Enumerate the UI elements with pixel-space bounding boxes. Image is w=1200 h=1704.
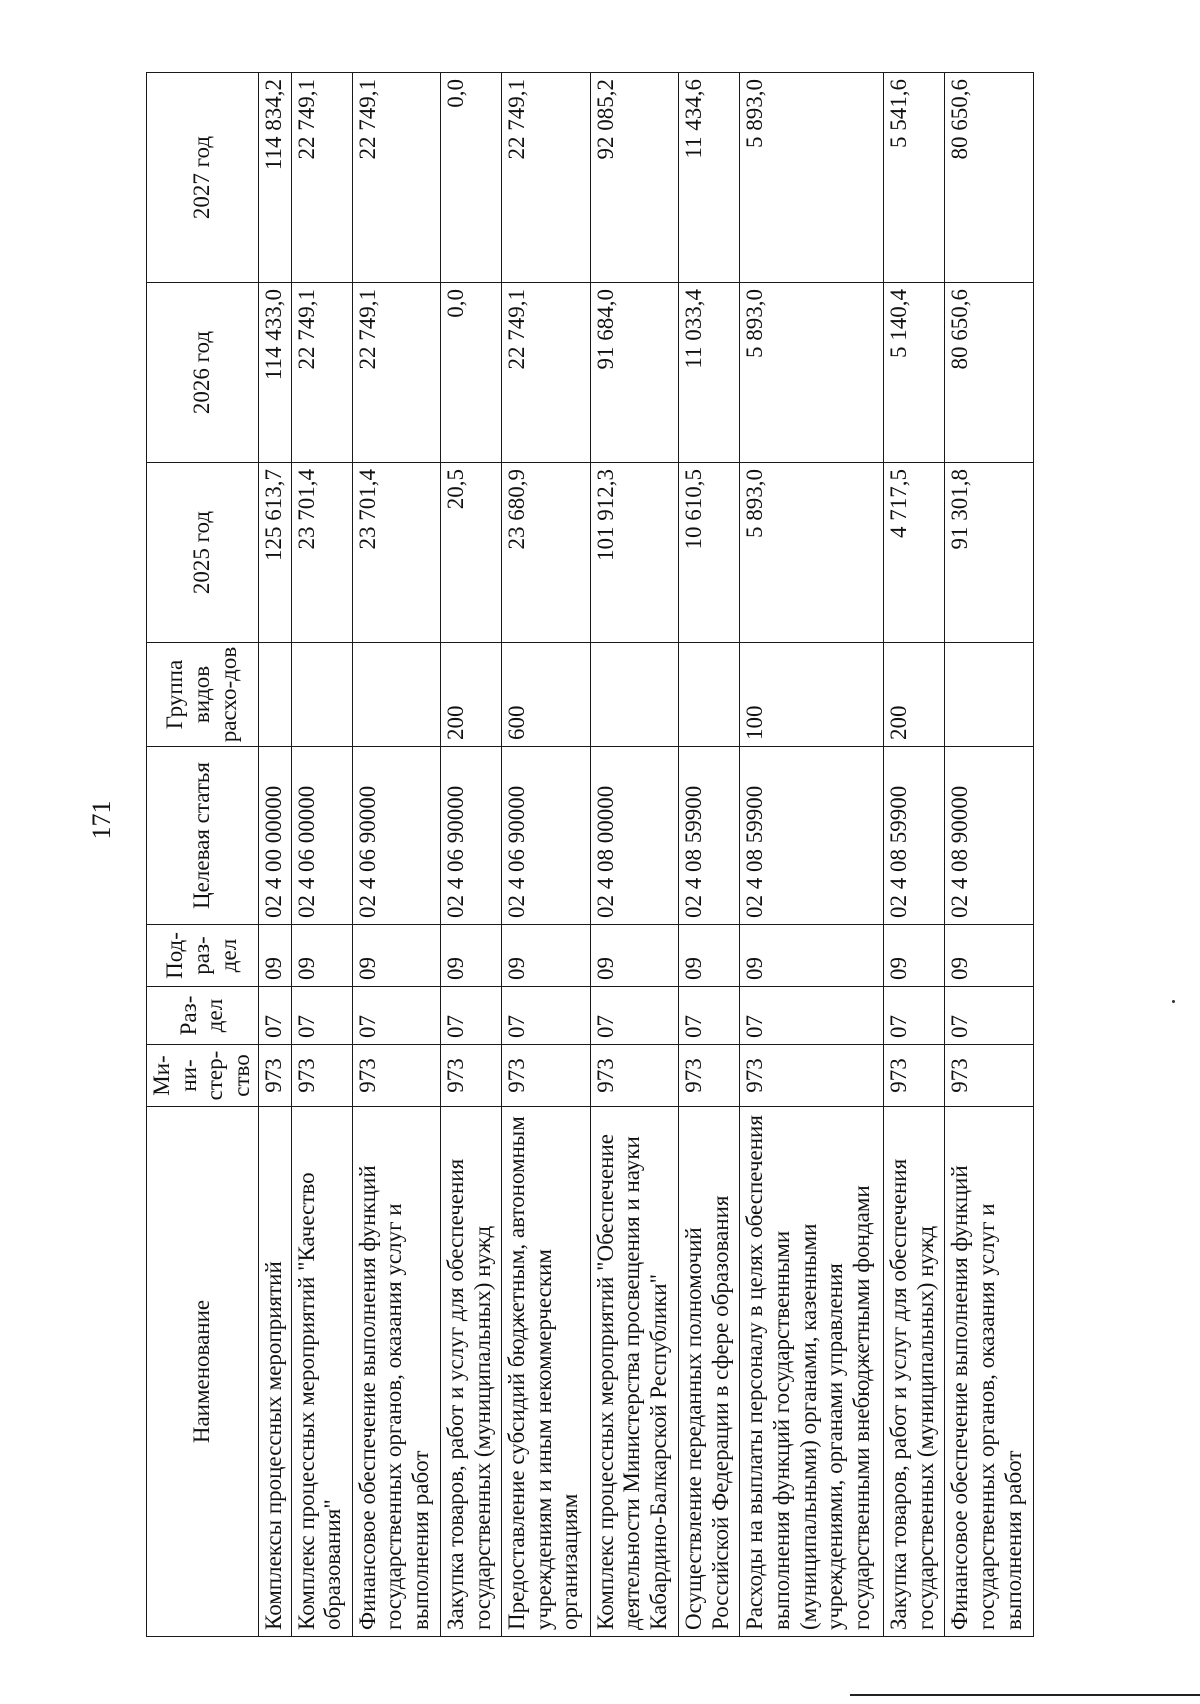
table-row bbox=[258, 73, 291, 1637]
table-row bbox=[352, 73, 441, 1637]
cell-name: Комплексы процессных мероприятий bbox=[258, 1107, 291, 1637]
cell-name: Предоставление субсидий бюджетным, автономным учреждениям и иным некоммерческим организациям bbox=[502, 1107, 591, 1637]
cell-ministry: 973 bbox=[945, 1045, 1034, 1107]
cell-ministry: 973 bbox=[590, 1045, 679, 1107]
cell-ministry: 973 bbox=[258, 1045, 291, 1107]
cell-y2025: 23 701,4 bbox=[352, 463, 441, 643]
cell-subsection: 09 bbox=[740, 925, 884, 987]
cell-y2026: 91 684,0 bbox=[590, 283, 679, 463]
cell-section: 07 bbox=[740, 987, 884, 1045]
cell-y2025: 23 680,9 bbox=[502, 463, 591, 643]
cell-y2026: 0,0 bbox=[441, 283, 502, 463]
header-subsection: Под-раз-дел bbox=[147, 925, 259, 987]
cell-subsection: 09 bbox=[679, 925, 740, 987]
cell-y2026: 22 749,1 bbox=[352, 283, 441, 463]
cell-section: 07 bbox=[291, 987, 352, 1045]
cell-target: 02 4 00 00000 bbox=[258, 747, 291, 925]
cell-section: 07 bbox=[945, 987, 1034, 1045]
cell-y2026: 114 433,0 bbox=[258, 283, 291, 463]
cell-target: 02 4 06 00000 bbox=[291, 747, 352, 925]
cell-y2026: 11 033,4 bbox=[679, 283, 740, 463]
cell-y2025: 20,5 bbox=[441, 463, 502, 643]
table-row bbox=[884, 73, 945, 1637]
cell-group bbox=[352, 643, 441, 747]
cell-ministry: 973 bbox=[291, 1045, 352, 1107]
cell-group bbox=[590, 643, 679, 747]
cell-name: Закупка товаров, работ и услуг для обеспечения государственных (муниципальных) нужд bbox=[884, 1107, 945, 1637]
page-edge-line bbox=[850, 1694, 1200, 1696]
cell-target: 02 4 06 90000 bbox=[441, 747, 502, 925]
cell-subsection: 09 bbox=[502, 925, 591, 987]
cell-section: 07 bbox=[441, 987, 502, 1045]
cell-y2025: 5 893,0 bbox=[740, 463, 884, 643]
table-row bbox=[740, 73, 884, 1637]
cell-name: Осуществление переданных полномочий Российской Федерации в сфере образования bbox=[679, 1107, 740, 1637]
cell-y2027: 80 650,6 bbox=[945, 73, 1034, 283]
table-row bbox=[679, 73, 740, 1637]
cell-subsection: 09 bbox=[258, 925, 291, 987]
cell-group bbox=[258, 643, 291, 747]
cell-y2027: 5 541,6 bbox=[884, 73, 945, 283]
cell-subsection: 09 bbox=[441, 925, 502, 987]
cell-group: 200 bbox=[884, 643, 945, 747]
scan-speck bbox=[1172, 1000, 1175, 1003]
header-2025: 2025 год bbox=[147, 463, 259, 643]
cell-y2027: 0,0 bbox=[441, 73, 502, 283]
cell-subsection: 09 bbox=[352, 925, 441, 987]
table-row bbox=[502, 73, 591, 1637]
cell-subsection: 09 bbox=[291, 925, 352, 987]
cell-ministry: 973 bbox=[352, 1045, 441, 1107]
cell-group: 600 bbox=[502, 643, 591, 747]
cell-y2026: 5 140,4 bbox=[884, 283, 945, 463]
cell-name: Комплекс процессных мероприятий "Обеспечение деятельности Министерства просвещения и науки Кабардино-Балкарской Республики" bbox=[590, 1107, 679, 1637]
cell-y2025: 101 912,3 bbox=[590, 463, 679, 643]
cell-group bbox=[679, 643, 740, 747]
cell-target: 02 4 08 90000 bbox=[945, 747, 1034, 925]
cell-y2027: 114 834,2 bbox=[258, 73, 291, 283]
cell-y2027: 11 434,6 bbox=[679, 73, 740, 283]
cell-group: 100 bbox=[740, 643, 884, 747]
header-group: Группа видов расхо-дов bbox=[147, 643, 259, 747]
header-ministry: Ми-ни-стер-ство bbox=[147, 1045, 259, 1107]
cell-target: 02 4 08 59900 bbox=[740, 747, 884, 925]
table-row bbox=[441, 73, 502, 1637]
cell-target: 02 4 08 59900 bbox=[884, 747, 945, 925]
cell-y2026: 22 749,1 bbox=[502, 283, 591, 463]
cell-y2025: 91 301,8 bbox=[945, 463, 1034, 643]
header-2027: 2027 год bbox=[147, 73, 259, 283]
cell-name: Финансовое обеспечение выполнения функций государственных органов, оказания услуг и выполнения работ bbox=[352, 1107, 441, 1637]
cell-y2025: 4 717,5 bbox=[884, 463, 945, 643]
cell-ministry: 973 bbox=[740, 1045, 884, 1107]
cell-target: 02 4 06 90000 bbox=[502, 747, 591, 925]
cell-y2027: 5 893,0 bbox=[740, 73, 884, 283]
cell-y2025: 23 701,4 bbox=[291, 463, 352, 643]
table-row bbox=[945, 73, 1034, 1637]
header-name: Наименование bbox=[147, 1107, 259, 1637]
cell-target: 02 4 08 59900 bbox=[679, 747, 740, 925]
cell-group: 200 bbox=[441, 643, 502, 747]
cell-target: 02 4 08 00000 bbox=[590, 747, 679, 925]
cell-ministry: 973 bbox=[679, 1045, 740, 1107]
table-body bbox=[258, 73, 1033, 1637]
cell-y2025: 10 610,5 bbox=[679, 463, 740, 643]
table-row bbox=[590, 73, 679, 1637]
cell-name: Финансовое обеспечение выполнения функций государственных органов, оказания услуг и выполнения работ bbox=[945, 1107, 1034, 1637]
cell-y2027: 92 085,2 bbox=[590, 73, 679, 283]
cell-group bbox=[945, 643, 1034, 747]
table-header-row bbox=[147, 73, 259, 1637]
cell-group bbox=[291, 643, 352, 747]
cell-subsection: 09 bbox=[884, 925, 945, 987]
header-target: Целевая статья bbox=[147, 747, 259, 925]
cell-section: 07 bbox=[258, 987, 291, 1045]
cell-section: 07 bbox=[590, 987, 679, 1045]
cell-name: Расходы на выплаты персоналу в целях обеспечения выполнения функций государственными (муниципальными) органами, казенными учреждениями, органами управления государственными внебюджетными фондами bbox=[740, 1107, 884, 1637]
cell-name: Закупка товаров, работ и услуг для обеспечения государственных (муниципальных) нужд bbox=[441, 1107, 502, 1637]
cell-y2026: 80 650,6 bbox=[945, 283, 1034, 463]
budget-table bbox=[146, 72, 1034, 1637]
cell-subsection: 09 bbox=[590, 925, 679, 987]
cell-y2027: 22 749,1 bbox=[352, 73, 441, 283]
cell-subsection: 09 bbox=[945, 925, 1034, 987]
cell-section: 07 bbox=[884, 987, 945, 1045]
cell-section: 07 bbox=[679, 987, 740, 1045]
header-2026: 2026 год bbox=[147, 283, 259, 463]
cell-target: 02 4 06 90000 bbox=[352, 747, 441, 925]
page-number: 171 bbox=[87, 800, 116, 840]
cell-ministry: 973 bbox=[884, 1045, 945, 1107]
cell-y2027: 22 749,1 bbox=[502, 73, 591, 283]
cell-name: Комплекс процессных мероприятий "Качество образования" bbox=[291, 1107, 352, 1637]
cell-section: 07 bbox=[352, 987, 441, 1045]
cell-y2027: 22 749,1 bbox=[291, 73, 352, 283]
table-row bbox=[291, 73, 352, 1637]
cell-ministry: 973 bbox=[441, 1045, 502, 1107]
cell-section: 07 bbox=[502, 987, 591, 1045]
header-section: Раз-дел bbox=[147, 987, 259, 1045]
cell-ministry: 973 bbox=[502, 1045, 591, 1107]
rotated-page-content bbox=[146, 73, 1034, 1637]
cell-y2025: 125 613,7 bbox=[258, 463, 291, 643]
cell-y2026: 22 749,1 bbox=[291, 283, 352, 463]
cell-y2026: 5 893,0 bbox=[740, 283, 884, 463]
